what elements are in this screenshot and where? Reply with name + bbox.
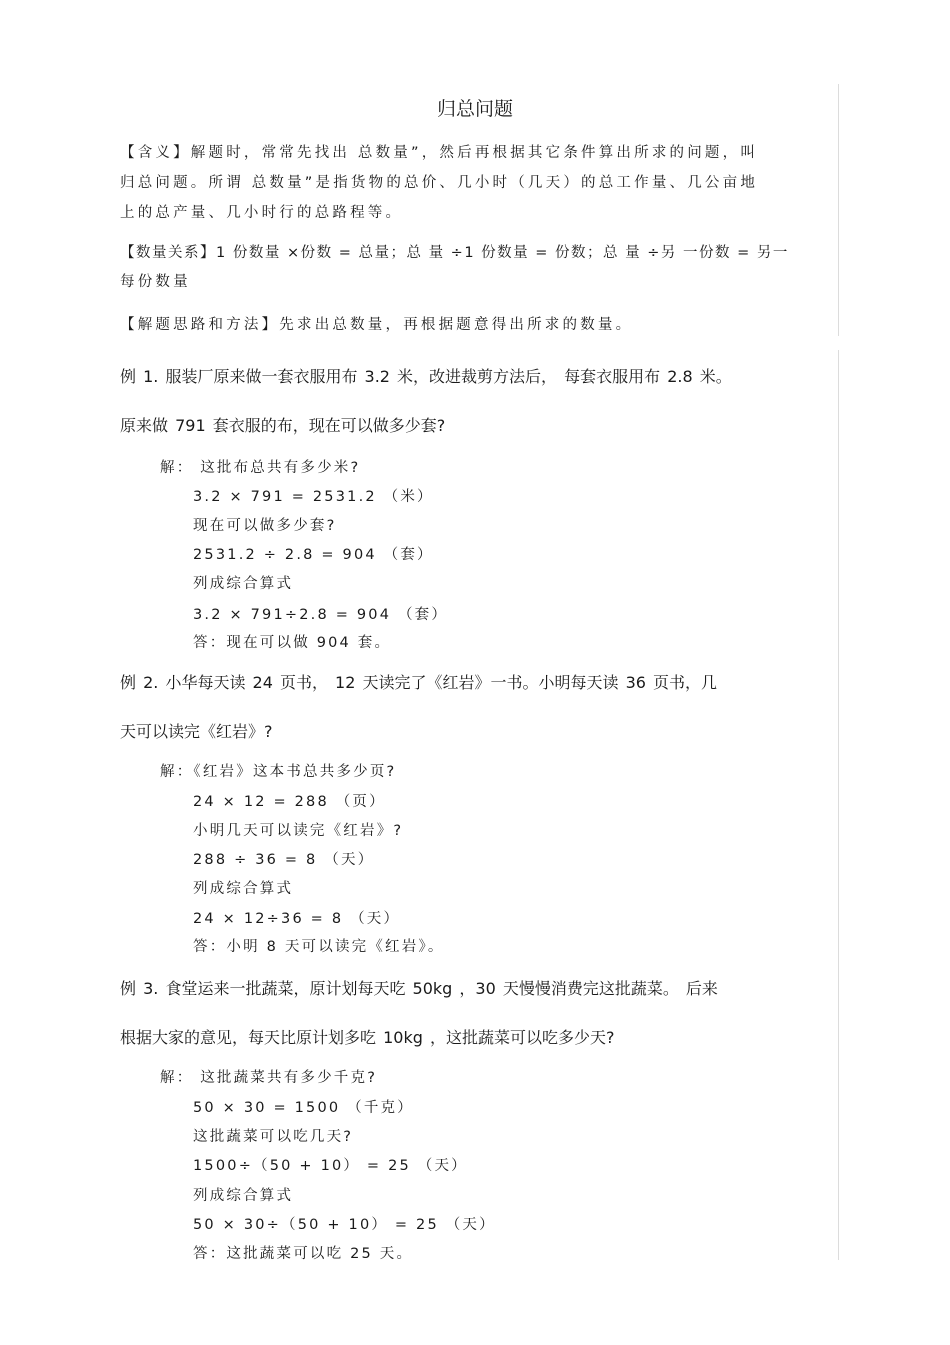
example-3-solution-5: 50 × 30÷（50 + 10） = 25 （天） <box>193 1217 496 1233</box>
example-1-solution-0: 解： 这批布总共有多少米? <box>160 460 361 476</box>
example-2-line-2: 天可以读完《红岩》? <box>120 722 273 741</box>
example-3-solution-0: 解： 这批蔬菜共有多少千克? <box>160 1070 378 1086</box>
example-3-solution-2: 这批蔬菜可以吃几天? <box>193 1129 354 1145</box>
margin-rule-bottom <box>838 350 839 1260</box>
example-2-solution-5: 24 × 12÷36 = 8 （天） <box>193 911 401 927</box>
example-1-solution-1: 3.2 × 791 = 2531.2 （米） <box>193 489 434 505</box>
example-1-solution-5: 3.2 × 791÷2.8 = 904 （套） <box>193 607 449 623</box>
page-title: 归总问题 <box>436 98 513 120</box>
example-3-line-2: 根据大家的意见，每天比原计划多吃 10kg ，这批蔬菜可以吃多少天? <box>120 1028 615 1047</box>
relation-line-2: 每份数量 <box>120 274 191 290</box>
example-2-solution-0: 解：《红岩》这本书总共多少页? <box>160 764 397 780</box>
example-3-solution-3: 1500÷（50 + 10） = 25 （天） <box>193 1158 468 1174</box>
example-2-solution-3: 288 ÷ 36 = 8 （天） <box>193 852 375 868</box>
example-3-solution-1: 50 × 30 = 1500 （千克） <box>193 1100 414 1116</box>
example-1-answer: 答：现在可以做 904 套。 <box>193 635 392 651</box>
meaning-line-3: 上的总产量、几小时行的总路程等。 <box>120 205 404 221</box>
example-3-line-1: 例 3. 食堂运来一批蔬菜，原计划每天吃 50kg ，30 天慢慢消费完这批蔬菜。 后来 <box>120 979 718 998</box>
relation-line-1: 【数量关系】1 份数量 ×份数 = 总量；总 量 ÷1 份数量 = 份数；总 量 ÷另 一份数 = 另一 <box>120 245 789 261</box>
meaning-line-2: 归总问题。所谓 总数量”是指货物的总价、几小时（几天）的总工作量、几公亩地 <box>120 175 759 191</box>
example-1-line-2: 原来做 791 套衣服的布，现在可以做多少套? <box>120 416 446 435</box>
example-2-solution-2: 小明几天可以读完《红岩》? <box>193 823 404 839</box>
example-1-line-1: 例 1. 服装厂原来做一套衣服用布 3.2 米，改进裁剪方法后， 每套衣服用布 2.8 米。 <box>120 367 732 386</box>
example-2-answer: 答：小明 8 天可以读完《红岩》。 <box>193 939 445 955</box>
example-2-solution-1: 24 × 12 = 288 （页） <box>193 794 386 810</box>
margin-rule-top <box>838 84 839 336</box>
example-2-line-1: 例 2. 小华每天读 24 页书， 12 天读完了《红岩》一书。小明每天读 36 页书，几 <box>120 673 718 692</box>
method-line: 【解题思路和方法】先求出总数量，再根据题意得出所求的数量。 <box>120 317 634 333</box>
example-1-solution-3: 2531.2 ÷ 2.8 = 904 （套） <box>193 547 434 563</box>
example-3-answer: 答：这批蔬菜可以吃 25 天。 <box>193 1246 414 1262</box>
example-1-solution-2: 现在可以做多少套? <box>193 518 337 534</box>
example-3-solution-4: 列成综合算式 <box>193 1188 294 1204</box>
example-2-solution-4: 列成综合算式 <box>193 881 294 897</box>
example-1-solution-4: 列成综合算式 <box>193 576 294 592</box>
meaning-line-1: 【含义】解题时，常常先找出 总数量”，然后再根据其它条件算出所求的问题，叫 <box>120 145 759 161</box>
